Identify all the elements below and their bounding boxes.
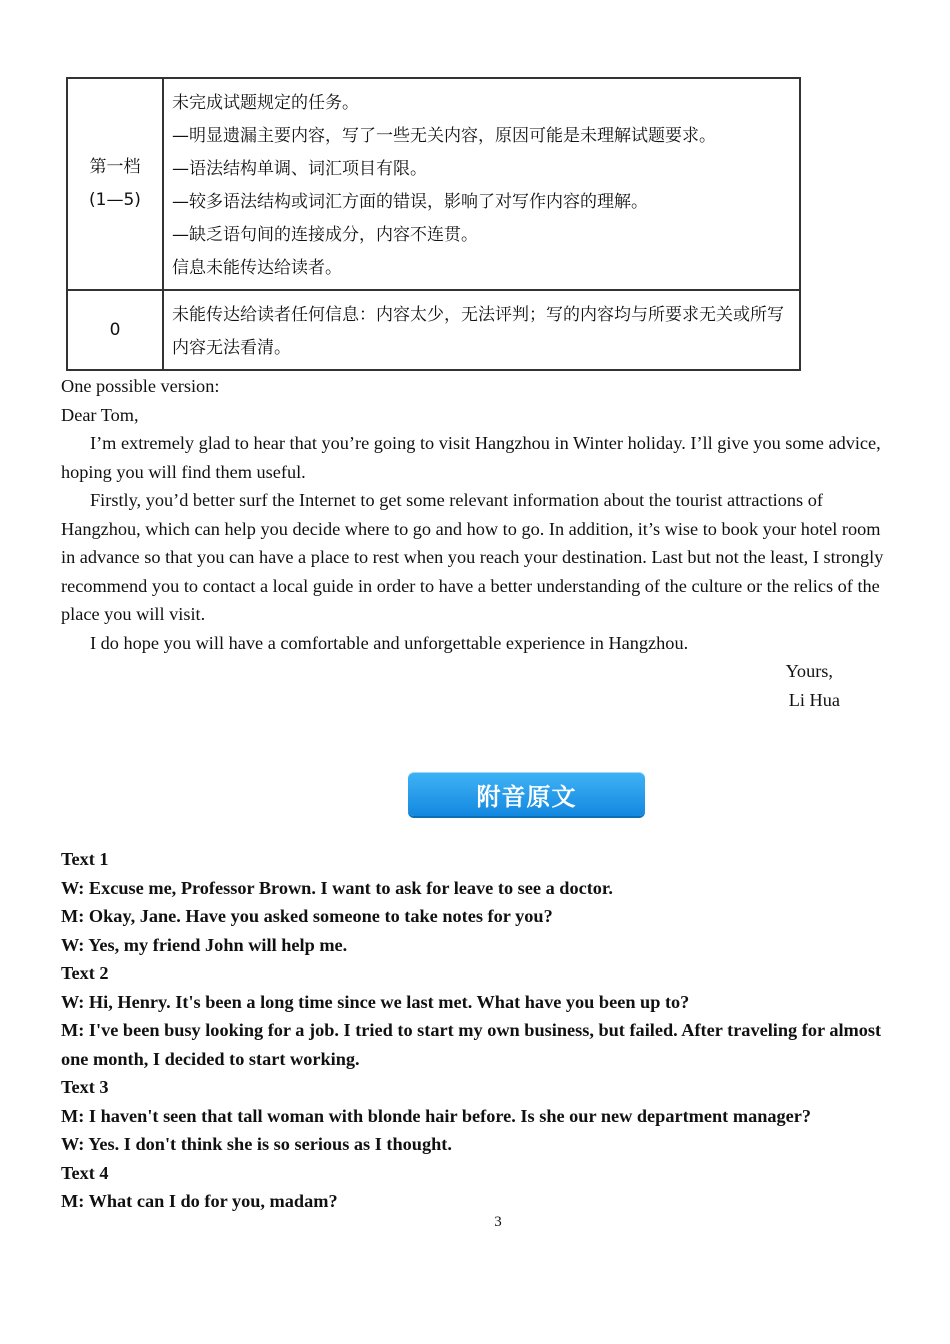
grade-cell xyxy=(67,78,163,290)
description-line: —语法结构单调、词汇项目有限。 xyxy=(172,159,427,179)
transcript-heading: Text 4 xyxy=(61,1162,109,1183)
dialogue-line: W: Yes, my friend John will help me. xyxy=(61,934,348,955)
essay-paragraph: I do hope you will have a comfortable and unforgettable experience in Hangzhou. xyxy=(90,632,689,653)
dialogue-line: W: Excuse me, Professor Brown. I want to ask for leave to see a doctor. xyxy=(61,877,613,898)
grade-label: 第一档 xyxy=(89,157,141,177)
essay-greeting: Dear Tom, xyxy=(61,404,139,425)
description-line: 信息未能传达给读者。 xyxy=(172,258,342,278)
transcript-heading: Text 2 xyxy=(61,963,109,983)
listening-transcript xyxy=(61,845,893,1216)
grade-description xyxy=(163,78,800,290)
essay-label: One possible version: xyxy=(61,376,220,396)
dialogue-line: M: I've been busy looking for a job. I tried to start my own business, but failed. After traveling for almost one month, I decided to start working. xyxy=(61,1020,882,1069)
grade-description xyxy=(163,290,800,370)
dialogue-line: W: Yes. I don't think she is so serious as I thought. xyxy=(61,1134,452,1154)
essay-paragraph: I’m extremely glad to hear that you’re going to visit Hangzhou in Winter holiday. I’ll give you some advice, hoping you will find them useful. xyxy=(61,433,881,482)
page-number: 3 xyxy=(494,1214,502,1230)
grade-range: (1—5) xyxy=(89,190,141,210)
rubric-row-grade-0 xyxy=(67,290,800,370)
dialogue-line: M: What can I do for you, madam? xyxy=(61,1191,338,1211)
grade-cell xyxy=(67,290,163,370)
description-line: —明显遗漏主要内容，写了一些无关内容，原因可能是未理解试题要求。 xyxy=(172,126,716,146)
description-line: —缺乏语句间的连接成分，内容不连贯。 xyxy=(172,225,478,245)
description-line: —较多语法结构或词汇方面的错误，影响了对写作内容的理解。 xyxy=(172,192,648,212)
essay-closing: Yours, xyxy=(785,661,833,681)
description-text: 未能传达给读者任何信息：内容太少，无法评判；写的内容均与所要求无关或所写内容无法看清。 xyxy=(172,305,784,358)
banner-title: 附音原文 xyxy=(476,782,577,811)
scoring-rubric-table xyxy=(66,77,801,371)
transcript-heading: Text 3 xyxy=(61,1077,109,1097)
essay-signer: Li Hua xyxy=(788,689,840,710)
dialogue-line: M: I haven't seen that tall woman with blonde hair before. Is she our new department manager? xyxy=(61,1105,812,1126)
grade-label: 0 xyxy=(109,319,121,340)
essay-paragraph: Firstly, you’d better surf the Internet to get some relevant information about the tourist attractions of Hangzhou, which can help you decide where to go and how to go. In addition, it’s wise to book your hotel room in advance so that you can have a place to rest when you reach your destination. Last but not the least, I strongly recommend you to contact a local guide in order to have a better understanding of the culture or the relics of the place you will visit. xyxy=(61,490,884,624)
transcript-heading: Text 1 xyxy=(61,849,109,869)
sample-essay xyxy=(61,372,893,714)
description-line: 未完成试题规定的任务。 xyxy=(172,93,359,113)
section-banner xyxy=(408,772,645,816)
dialogue-line: M: Okay, Jane. Have you asked someone to take notes for you? xyxy=(61,906,553,926)
dialogue-line: W: Hi, Henry. It's been a long time since we last met. What have you been up to? xyxy=(61,991,690,1012)
rubric-row-grade-1 xyxy=(67,78,800,290)
